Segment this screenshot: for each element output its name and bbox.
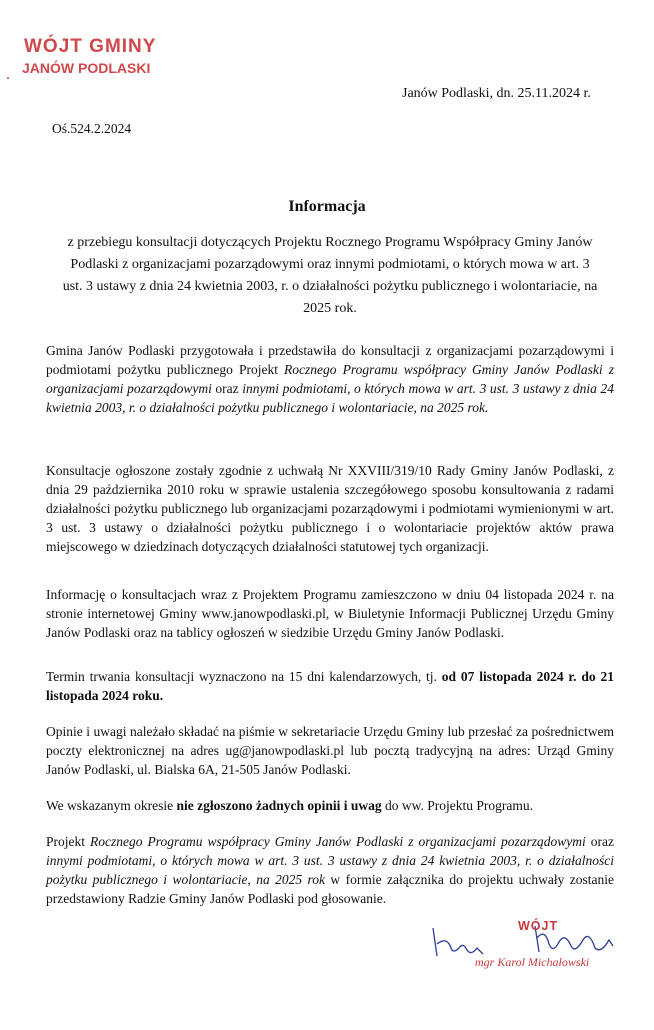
paragraph-7-text-a: Projekt	[46, 834, 91, 849]
paragraph-6-bold: nie zgłoszono żadnych opinii i uwag	[176, 798, 382, 813]
paragraph-7-italic-d: innymi podmiotami, o których mowa w art. 3 ust. 3 ustawy z dnia 24 kwietnia 2003, r. o działalności pożytku publicznego i wolontariacie, na 2025 rok	[46, 853, 614, 887]
paragraph-7-text-c: oraz	[585, 834, 614, 849]
paragraph-7-italic-b: Rocznego Programu współpracy Gminy Janów Podlaski z organizacjami pozarządowymi	[90, 834, 586, 849]
reference-number: Oś.524.2.2024	[52, 121, 132, 136]
paragraph-6-text-c: do ww. Projektu Programu.	[381, 798, 534, 813]
paragraph-5: Opinie i uwagi należało składać na piśmie w sekretariacie Urzędu Gminy lub przesłać za pośrednictwem poczty elektronicznej na adres ug@janowpodlaski.pl lub pocztą tradycyjną na adres: Urząd Gminy Janów Podlaski, ul. Bialska 6A, 21-505 Janów Podlaski.	[46, 724, 614, 777]
signature-name: mgr Karol Michałowski	[475, 955, 590, 969]
stamp-place: JANÓW PODLASKI	[22, 60, 151, 76]
paragraph-4-bold-dates: od 07 listopada 2024 r. do 21 listopada 2024 roku.	[46, 669, 614, 703]
paragraph-7	[46, 832, 614, 908]
paragraph-3: Informację o konsultacjach wraz z Projektem Programu zamieszczono w dniu 04 listopada 2024 r. na stronie internetowej Gminy www.janowpodlaski.pl, w Biuletynie Informacji Publicznej Urzędu Gminy Janów Podlaski oraz na tablicy ogłoszeń w siedzibie Urzędu Gminy Janów Podlaski.	[46, 587, 614, 640]
office-stamp	[22, 36, 172, 76]
place-date: Janów Podlaski, dn. 25.11.2024 r.	[402, 86, 591, 101]
paragraph-1-italic-d: innymi podmiotami, o których mowa w art. 3 ust. 3 ustawy z dnia 24 kwietnia 2003, r. o działalności pożytku publicznego i wolontariacie, na 2025 rok.	[46, 381, 614, 415]
document-title: Informacja	[288, 198, 366, 215]
document-subtitle: z przebiegu konsultacji dotyczących Projektu Rocznego Programu Współpracy Gminy Janów Podlaski z organizacjami pozarządowymi oraz innymi podmiotami, o których mowa w art. 3 ust. 3 ustawy z dnia 24 kwietnia 2003, r. o działalności pożytku publicznego i wolontariacie, na 2025 rok.	[62, 235, 598, 316]
paragraph-1-italic-b: Rocznego Programu współpracy Gminy Janów Podlaski z organizacjami pozarządowymi	[46, 362, 615, 396]
paragraph-4-text-a: Termin trwania konsultacji wyznaczono na 15 dni kalendarzowych, tj.	[46, 669, 442, 684]
paragraph-1-text-c: oraz	[211, 381, 243, 396]
paragraph-7-text-e: w formie załącznika do projektu uchwały zostanie przedstawiony Radzie Gminy Janów Podlaski pod głosowanie.	[46, 872, 614, 906]
stamp-title: WÓJT GMINY	[24, 36, 157, 57]
paragraph-4	[46, 667, 614, 705]
paragraph-1-text-a: Gmina Janów Podlaski przygotowała i przedstawiła do konsultacji z organizacjami pozarządowymi i podmiotami pożytku publicznego Projekt	[46, 343, 614, 377]
margin-mark	[6, 68, 10, 74]
paragraph-6-text-a: We wskazanym okresie	[46, 798, 177, 813]
signature-title: WÓJT	[518, 919, 559, 933]
paragraph-6	[46, 796, 614, 815]
paragraph-1	[46, 341, 614, 417]
paragraph-2: Konsultacje ogłoszone zostały zgodnie z uchwałą Nr XXVIII/319/10 Rady Gminy Janów Podlaski, z dnia 29 października 2010 roku w sprawie ustalenia szczegółowego sposobu konsultowania z radami działalności pożytku publicznego lub organizacjami pozarządowymi i podmiotami wymienionymi w art. 3 ust. 3 ustawy o działalności pożytku publicznego i o wolontariacie projektów aktów prawa miejscowego w dziedzinach dotyczących działalności statutowej tych organizacji.	[46, 463, 614, 554]
